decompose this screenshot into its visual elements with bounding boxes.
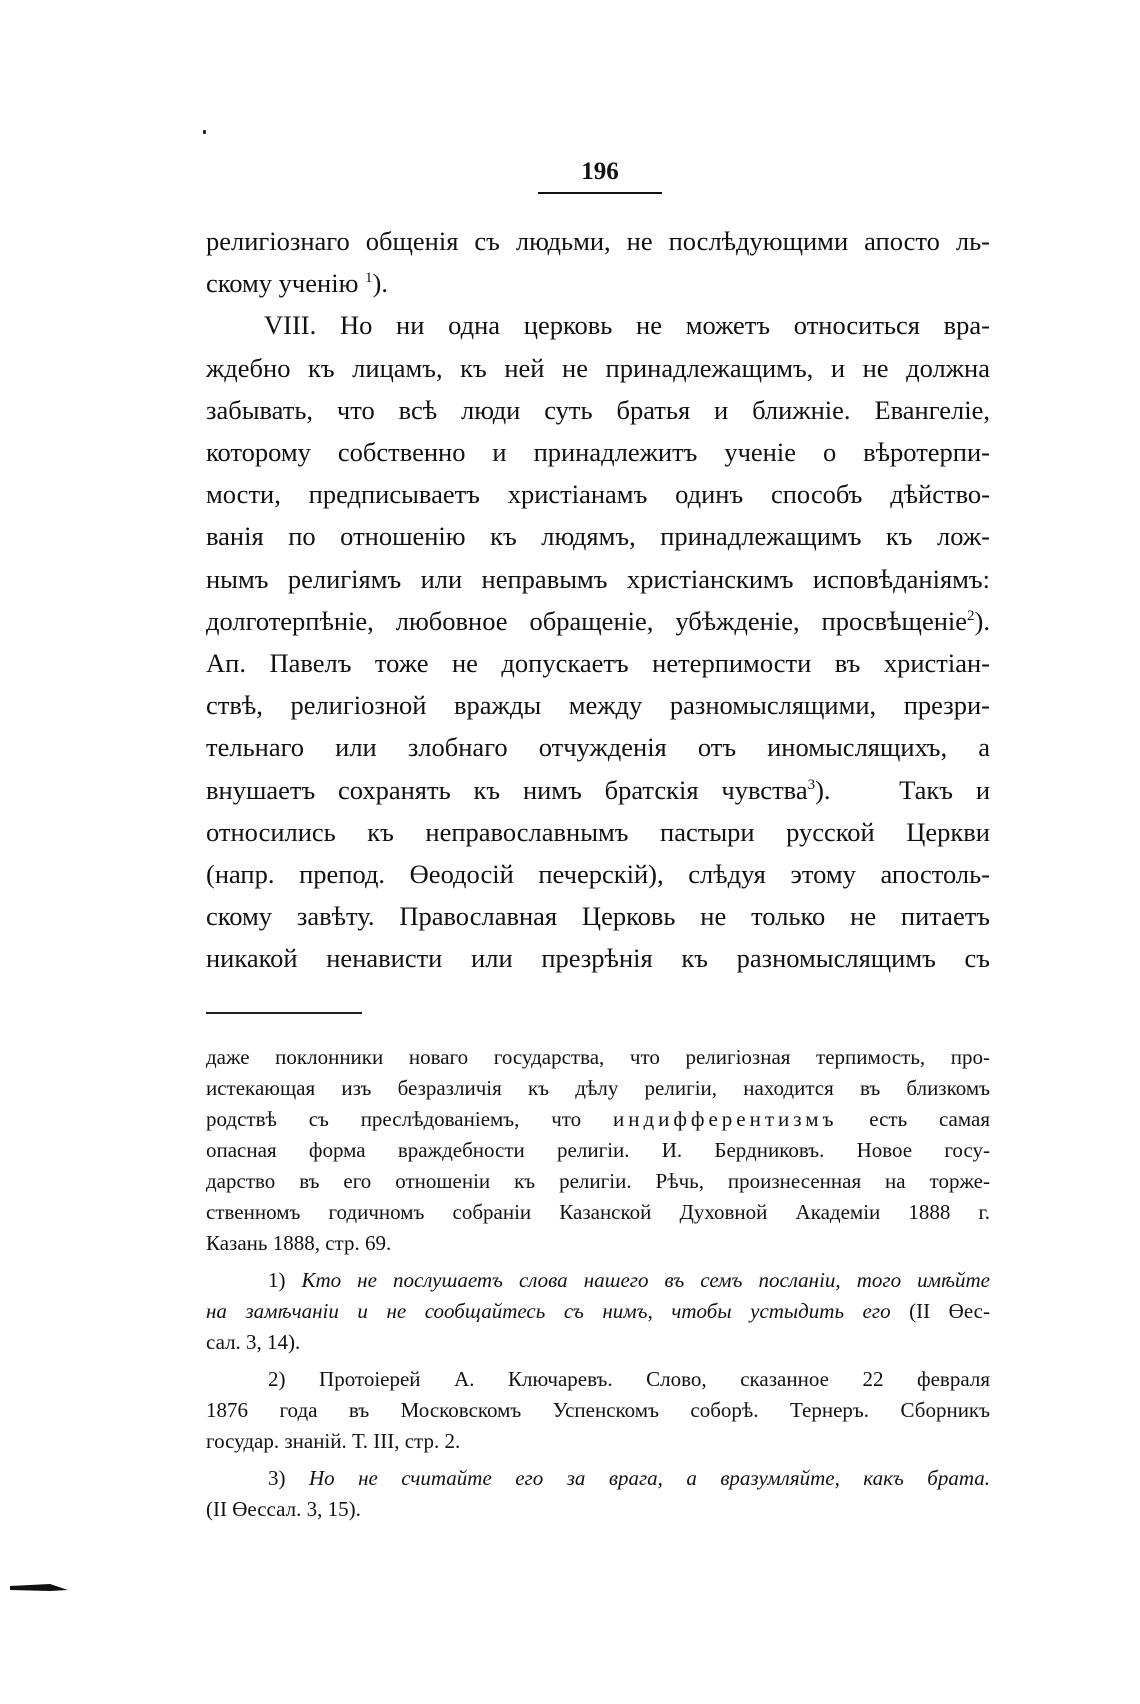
text-line: скому ученію $^1$).: [206, 268, 388, 299]
footnote-1: 1) Кто не послушаетъ слова нашего въ семъ посланіи, того имѣйте на замѣчаніи и не сообщайтесь съ нимъ, чтобы устыдить его (II Өес- сал. 3, 14).: [206, 1268, 990, 1354]
footnote-ref: 1: [365, 270, 373, 287]
text-line: долготерпѣніе, любовное обращеніе, убѣжденіе, просвѣщеніе$^2$).: [206, 605, 990, 636]
text-line: относились къ неправославнымъ пастыри русской Церкви: [206, 816, 990, 847]
footnote-2: 2) Протоіерей А. Ключаревъ. Слово, сказанное 22 февраля 1876 года въ Московскомъ Успенскомъ соборѣ. Тернеръ. Сборникъ государ. знаній. Т. III, стр. 2.: [206, 1367, 990, 1453]
main-text: [206, 220, 990, 980]
text-line: (напр. препод. Өеодосій печерскій), слѣдуя этому апостоль-: [206, 859, 990, 890]
text-line: религіознаго общенія съ людьми, не послѣдующими апосто ль-: [206, 226, 990, 256]
text-line: которому собственно и принадлежитъ ученіе о вѣротерпи-: [206, 437, 990, 468]
footnote-continuation: даже поклонники новаго государства, что религіозная терпимость, про- истекающая изъ безразличія къ дѣлу религіи, находится въ близкомъ родствѣ съ преслѣдованіемъ, что индифферентизмъ есть самая опасная форма враждебности религіи. И. Бердниковъ. Новое госу- дарство въ его отношеніи къ религіи. Рѣчь, произнесенная на торже- ственномъ годичномъ собраніи Казанской Духовной Академіи 1888 г. Казань 1888, стр. 69.: [206, 1045, 990, 1255]
footnote-ref: 3: [807, 776, 816, 793]
text-line: ждебно къ лицамъ, къ ней не принадлежащимъ, и не должна: [206, 352, 990, 383]
text-line: скому завѣту. Православная Церковь не только не питаетъ: [206, 901, 990, 932]
text-line: нымъ религіямъ или неправымъ христіанскимъ исповѣданіямъ:: [206, 563, 990, 594]
footnotes: [206, 1042, 990, 1531]
page-header: [538, 158, 662, 194]
scan-smudge: [10, 1582, 70, 1592]
page-number: 196: [538, 158, 662, 194]
text-line: мости, предписываетъ христіанамъ одинъ способъ дѣйство-: [206, 479, 990, 510]
stray-mark: [203, 130, 206, 134]
footnote-divider: [206, 1012, 362, 1014]
text-line: внушаетъ сохранять къ нимъ братскія чувства$^3$). Такъ и: [206, 774, 990, 805]
text-line: забывать, что всѣ люди суть братья и ближніе. Евангеліе,: [206, 394, 990, 425]
text-line: VIII. Но ни одна церковь не можетъ относиться вра-: [264, 310, 990, 341]
footnote-ref: 2: [967, 608, 975, 624]
text-line: ствѣ, религіозной вражды между разномыслящими, презри-: [206, 690, 990, 721]
text-line: Ап. Павелъ тоже не допускаетъ нетерпимости въ христіан-: [206, 648, 990, 679]
text-line: никакой ненависти или презрѣнія къ разномыслящимъ съ: [206, 943, 990, 974]
text-line: ванія по отношенію къ людямъ, принадлежащимъ къ лож-: [206, 521, 990, 552]
text-line: тельнаго или злобнаго отчужденія отъ иномыслящихъ, а: [206, 732, 990, 763]
footnote-3: 3) Но не считайте его за врага, а вразумляйте, какъ брата. (II Өессал. 3, 15).: [206, 1466, 990, 1521]
